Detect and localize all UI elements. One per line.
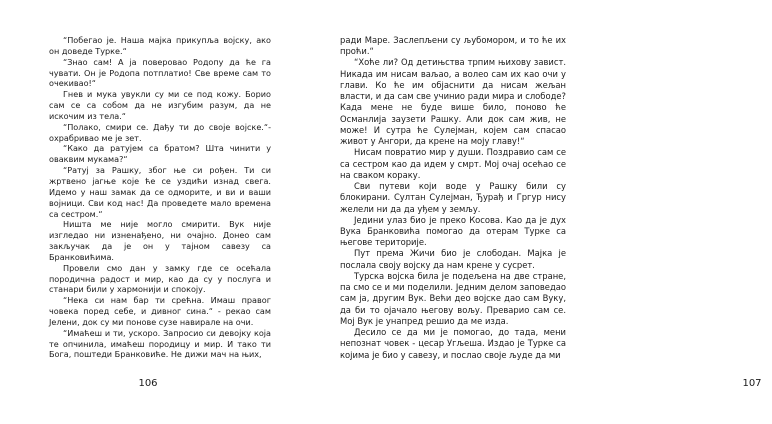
paragraph: “Имаћеш и ти, ускоро. Запросио си девојку која те опчинила, имаћеш породицу и мир. И тако ти Бога, поштеди Бранковиће. Не дижи мач на њих, [49,327,271,360]
paragraph: Ништа ме није могло смирити. Вук није изгледао ни изненађено, ни очајно. Донео сам закључак да је он у тајном савезу са Бранковићима. [49,219,271,262]
paragraph: “Ратуј за Рашку, због ње си рођен. Ти си жртвено јагње које ће се уздићи изнад свега. Идемо у наш замак да се одморите, и ви и ваши војници. Сви код нас! Да проведете мало времена са сестром.“ [49,165,271,219]
right-page-text [340,35,566,361]
paragraph: “Хоће ли? Од детињства трпим њихову завист. Никада им нисам ваљао, а волео сам их као очи у глави. Ко ће им објаснити да нисам жељан власти, и да сам све учинио ради мира и слободе? Када мене не буде више било, поново ће Османлија заузети Рашку. Али док сам жив, не може! И сутра ће Сулејман, којем сам спасао живот у Ангори, да крене на моју главу!“ [340,57,566,147]
paragraph: Турска војска била је подељена на две стране, па смо се и ми поделили. Једним делом заповедао сам ја, другим Вук. Већи део војске дао сам Вуку, да би то ојачало његову вољу. Преварио сам се. Мој Вук је унапред решио да ме изда. [340,270,566,326]
paragraph: “Нека си нам бар ти срећна. Имаш правог човека поред себе, и дивног сина.“ - рекао сам Јелени, док су ми понове сузе навирале на очи. [49,295,271,327]
paragraph: Провели смо дан у замку где се осећала породична радост и мир, као да су у послуга и станари били у хармонији и спокоју. [49,262,271,295]
paragraph: “Полако, смири се. Дађу ти до своје војске.“- охрабривао ме је зет. [49,121,271,143]
paragraph: Једини улаз био је преко Косова. Као да је дух Вука Бранковића помогао да отерам Турке са његове територије. [340,214,566,248]
paragraph: “Побегао је. Наша мајка прикупља војску, ако он доведе Турке.“ [49,35,271,56]
page-number: 106 [138,378,158,389]
paragraph: ради Маре. Заслепљени су љубомором, и то ће их проћи.“ [340,35,566,57]
page-number: 107 [742,378,762,389]
paragraph: Гнев и мука увукли су ми се под кожу. Борио сам се са собом да не изгубим разум, да не искочим из тела.“ [49,89,271,121]
paragraph: “Знао сам! А ја поверовао Родопу да ће га чувати. Он је Родопа потплатио! Све време сам то очекивао!“ [49,56,271,89]
left-page-text [49,35,271,360]
paragraph: “Како да ратујем са братом? Шта чинити у оваквим мукама?“ [49,143,271,165]
paragraph: Сви путеви који воде у Рашку били су блокирани. Султан Сулејман, Ђурађ и Гргур нису желели ни да да уђем у земљу. [340,181,566,214]
paragraph: Пут према Жичи био је слободан. Мајка је послала своју војску да нам крене у сусрет. [340,248,566,270]
paragraph: Десило се да ми је помогао, до тада, мени непознат човек - цесар Угљеша. Издао је Турке са којима је био у савезу, и послао своје људе да ми [340,327,566,360]
paragraph: Нисам повратио мир у души. Поздравио сам се са сестром као да идем у смрт. Мој очај осећао се на сваком кораку. [340,147,566,180]
left-page [0,0,300,424]
